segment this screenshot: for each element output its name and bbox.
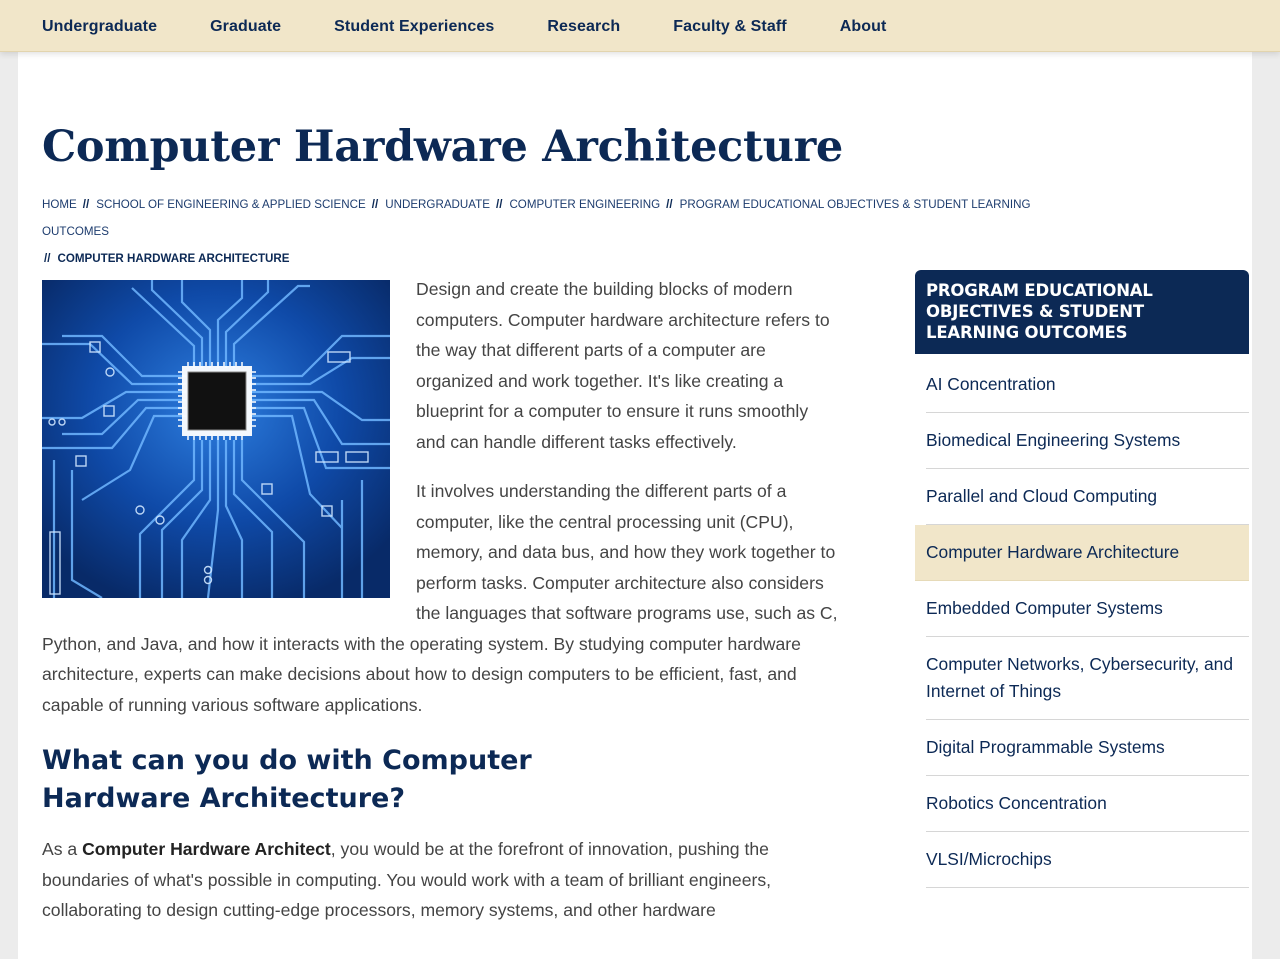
sidebar-item-robotics (926, 776, 1249, 832)
sidebar-link-vlsi[interactable]: VLSI/Microchips (926, 849, 1052, 869)
breadcrumb-separator: // (44, 252, 51, 265)
section-heading: What can you do with Computer Hardware Architecture? (42, 745, 532, 814)
nav-item-research (547, 16, 620, 36)
nav-item-undergraduate (42, 16, 157, 36)
sidebar-link-parallel-cloud[interactable]: Parallel and Cloud Computing (926, 486, 1158, 506)
breadcrumb-undergraduate[interactable]: UNDERGRADUATE (385, 198, 490, 211)
sidebar-link-digital-programmable[interactable]: Digital Programmable Systems (926, 737, 1165, 757)
sidebar-item-ai (926, 354, 1249, 413)
nav-link-student-experiences[interactable]: Student Experiences (334, 18, 495, 35)
nav-link-about[interactable]: About (839, 18, 887, 35)
sidebar-link-embedded[interactable]: Embedded Computer Systems (926, 598, 1163, 618)
circuit-board-graphic (42, 280, 390, 598)
breadcrumb-separator: // (82, 198, 90, 211)
sidebar-item-networks (926, 637, 1249, 720)
nav-item-about (840, 16, 887, 36)
nav-item-student-experiences (334, 16, 494, 36)
sidebar-item-digital-programmable (926, 720, 1249, 776)
nav-item-graduate (210, 16, 281, 36)
career-paragraph-prefix: As a (42, 839, 83, 859)
intro-paragraph: Design and create the building blocks of modern computers. Computer hardware architecture refers to the way that different parts of a computer are organized and work together. It's like creating a blueprint for a computer to ensure it runs smoothly and can handle different tasks effectively. (416, 279, 830, 452)
breadcrumb-computer-engineering[interactable]: COMPUTER ENGINEERING (509, 198, 661, 211)
page-container (18, 52, 1252, 959)
detail-paragraph: It involves understanding the different parts of a computer, like the central processing unit (CPU), memory, and data bus, and how they work together to perform tasks. Computer architecture also considers the languages that software programs use, such as C, Python, and Java, and how it interacts with the operating system. By studying computer hardware architecture, experts can make decisions about how to design computers to be efficient, fast, and capable of running various software applications. (42, 481, 838, 715)
breadcrumb (42, 191, 1062, 272)
breadcrumb-separator: // (666, 198, 673, 211)
sidebar-heading: PROGRAM EDUCATIONAL OBJECTIVES & STUDENT LEARNING OUTCOMES (915, 270, 1249, 354)
career-paragraph (42, 834, 840, 926)
sidebar (915, 270, 1249, 888)
nav-link-faculty-staff[interactable]: Faculty & Staff (673, 18, 787, 35)
breadcrumb-home[interactable]: HOME (42, 198, 77, 211)
sidebar-item-biomedical (926, 413, 1249, 469)
sidebar-item-parallel-cloud (926, 469, 1249, 525)
breadcrumb-school[interactable]: SCHOOL OF ENGINEERING & APPLIED SCIENCE (96, 198, 366, 211)
top-navigation (0, 0, 1280, 52)
breadcrumb-separator: // (495, 198, 503, 211)
sidebar-link-biomedical[interactable]: Biomedical Engineering Systems (926, 430, 1181, 450)
nav-link-research[interactable]: Research (547, 18, 621, 35)
page-title: Computer Hardware Architecture (42, 122, 843, 172)
breadcrumb-separator: // (371, 198, 379, 211)
sidebar-link-networks[interactable]: Computer Networks, Cybersecurity, and Internet of Things (926, 654, 1234, 701)
sidebar-item-vlsi (926, 832, 1249, 888)
breadcrumb-program-objectives[interactable]: PROGRAM EDUCATIONAL OBJECTIVES & STUDENT LEARNING OUTCOMES (42, 198, 1031, 238)
sidebar-link-ai[interactable]: AI Concentration (926, 374, 1056, 394)
breadcrumb-current: COMPUTER HARDWARE ARCHITECTURE (57, 252, 290, 265)
sidebar-item-hardware-architecture (915, 525, 1249, 581)
circuit-board-image (42, 280, 390, 598)
career-paragraph-text: , you would be at the forefront of innovation, pushing the boundaries of what's possible in computing. You would work with a team of brilliant engineers, collaborating to design cutting-edge processors, memory systems, and other hardware (42, 839, 772, 920)
sidebar-link-robotics[interactable]: Robotics Concentration (926, 793, 1107, 813)
nav-link-graduate[interactable]: Graduate (210, 18, 282, 35)
nav-item-faculty-staff (673, 16, 787, 36)
career-title: Computer Hardware Architect (82, 839, 331, 859)
sidebar-item-embedded (926, 581, 1249, 637)
nav-link-undergraduate[interactable]: Undergraduate (42, 18, 158, 35)
sidebar-list (915, 354, 1249, 888)
main-content (42, 274, 840, 945)
sidebar-link-hardware-architecture[interactable]: Computer Hardware Architecture (926, 542, 1180, 562)
